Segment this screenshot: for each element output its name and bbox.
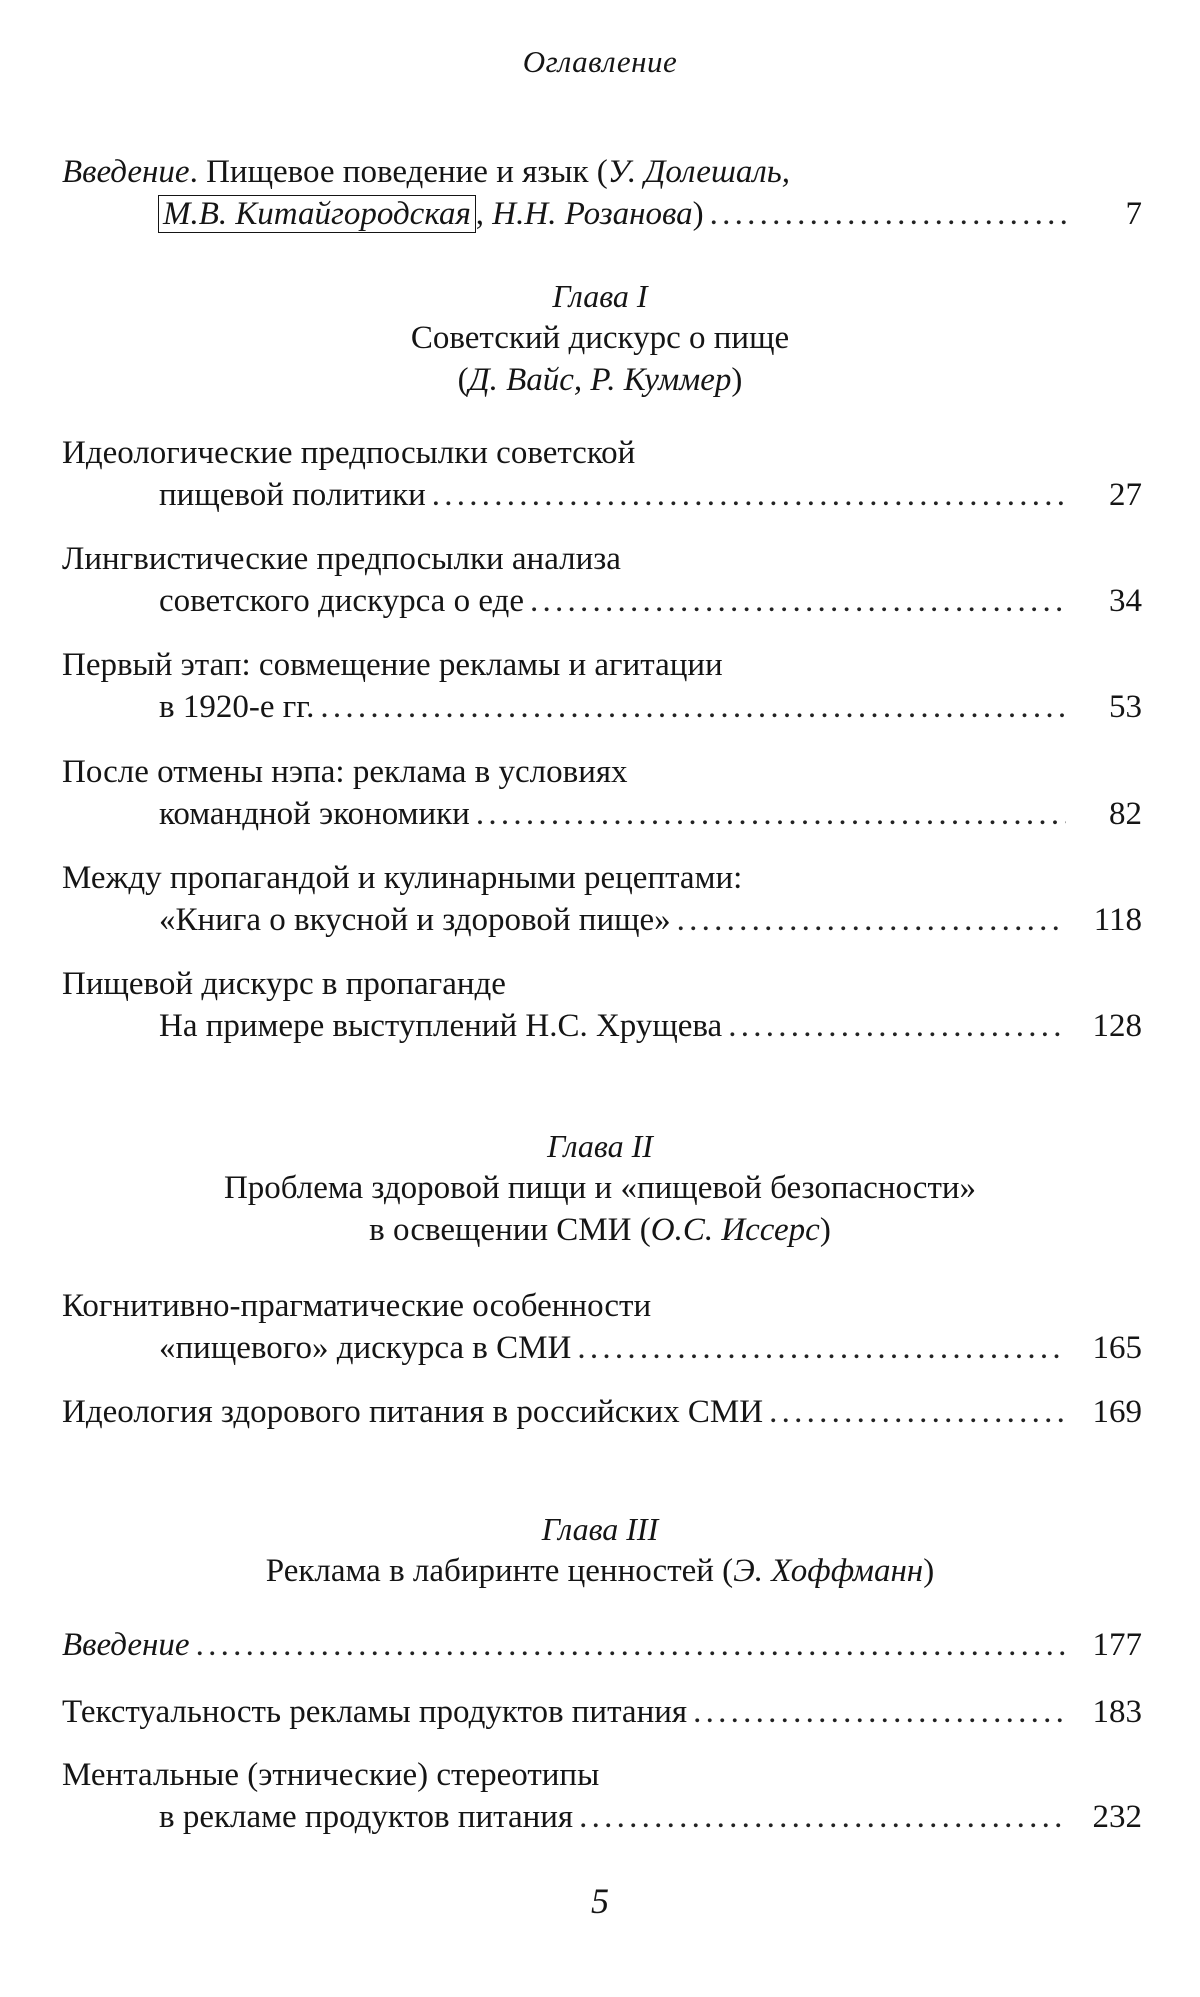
entry-title: После отмены нэпа: реклама в условиях <box>62 754 628 790</box>
toc-entry[interactable] <box>62 963 1142 1047</box>
toc-entry[interactable] <box>62 644 1142 728</box>
leader-dots <box>530 580 1066 622</box>
toc-entry[interactable] <box>62 1691 1142 1733</box>
toc-entry[interactable] <box>62 857 1142 941</box>
leader-dots <box>320 686 1066 728</box>
intro-author: У. Долешаль, <box>607 154 791 190</box>
chapter-authors: О.С. Иссерс <box>650 1212 820 1248</box>
entry-title: Лингвистические предпосылки анализа <box>62 541 621 577</box>
toc-entry[interactable] <box>62 1285 1142 1369</box>
entry-title: в рекламе продуктов питания <box>159 1799 574 1835</box>
page-ref: 53 <box>1109 689 1142 725</box>
toc-entry[interactable] <box>62 751 1142 835</box>
intro-label: Введение <box>62 154 190 190</box>
chapter-heading: Глава III Реклама в лабиринте ценностей (Э. Хоффманн) <box>0 1508 1200 1592</box>
chapter-heading: Глава II Проблема здоровой пищи и «пищевой безопасности» в освещении СМИ (О.С. Иссерс) <box>0 1125 1200 1251</box>
entry-title: Первый этап: совмещение рекламы и агитации <box>62 647 723 683</box>
entry-title: Идеология здорового питания в российских СМИ <box>62 1394 764 1430</box>
toc-entry[interactable] <box>62 1754 1142 1838</box>
chapter-number: Глава III <box>541 1511 659 1547</box>
toc-entry-intro[interactable]: Введение. Пищевое поведение и язык (У. Долешаль, М.В. Китайгородская , Н.Н. Розанова) . . . 7 <box>62 151 1142 235</box>
page-ref: 27 <box>1109 477 1142 513</box>
entry-title: Текстуальность рекламы продуктов питания <box>62 1694 688 1730</box>
intro-title: Пищевое поведение и язык ( <box>206 154 608 190</box>
page-ref: 169 <box>1092 1394 1142 1430</box>
toc-entry[interactable] <box>62 432 1142 516</box>
page-ref: 7 <box>1125 196 1142 232</box>
entry-title: Между пропагандой и кулинарными рецептами: <box>62 860 743 896</box>
entry-title: пищевой политики <box>159 477 426 513</box>
entry-title: Введение <box>62 1627 190 1663</box>
leader-dots <box>693 1691 1066 1733</box>
chapter-number: Глава I <box>552 278 648 314</box>
toc-entry[interactable] <box>62 1391 1142 1433</box>
entry-title: советского дискурса о еде <box>159 583 524 619</box>
entry-title: На примере выступлений Н.С. Хрущева <box>159 1008 723 1044</box>
page-ref: 232 <box>1092 1799 1142 1835</box>
chapter-title: в освещении СМИ ( <box>369 1212 651 1248</box>
leader-dots <box>579 1796 1066 1838</box>
leader-dots <box>710 193 1066 235</box>
entry-title: в 1920-е гг. <box>159 689 315 725</box>
toc-entry[interactable] <box>62 538 1142 622</box>
leader-dots <box>476 793 1066 835</box>
chapter-heading: Глава I Советский дискурс о пище (Д. Вайс, Р. Куммер) <box>0 275 1200 401</box>
entry-title: «Книга о вкусной и здоровой пище» <box>159 902 671 938</box>
entry-title: Идеологические предпосылки советской <box>62 435 636 471</box>
chapter-title: Советский дискурс о пище <box>410 320 790 356</box>
page-ref: 128 <box>1092 1008 1142 1044</box>
leader-dots <box>432 474 1066 516</box>
page-heading: Оглавление <box>522 44 678 79</box>
toc-entry[interactable] <box>62 1624 1142 1666</box>
page-ref: 165 <box>1092 1330 1142 1366</box>
entry-title: Ментальные (этнические) стереотипы <box>62 1757 600 1793</box>
intro-author: Н.Н. Розанова <box>492 196 693 232</box>
page-ref: 34 <box>1109 583 1142 619</box>
leader-dots <box>577 1327 1066 1369</box>
chapter-title: Проблема здоровой пищи и «пищевой безопасности» <box>223 1170 977 1206</box>
page-number: 5 <box>591 1881 609 1921</box>
entry-title: командной экономики <box>159 796 470 832</box>
leader-dots <box>677 899 1066 941</box>
page-ref: 177 <box>1092 1627 1142 1663</box>
chapter-number: Глава II <box>547 1128 653 1164</box>
entry-title: Когнитивно-прагматические особенности <box>62 1288 652 1324</box>
boxed-author: М.В. Китайгородская <box>158 195 476 233</box>
chapter-authors: Д. Вайс, Р. Куммер <box>468 362 732 398</box>
leader-dots <box>728 1005 1066 1047</box>
page-ref: 82 <box>1109 796 1142 832</box>
page-ref: 183 <box>1092 1694 1142 1730</box>
page-ref: 118 <box>1093 902 1142 938</box>
entry-title: Пищевой дискурс в пропаганде <box>62 966 506 1002</box>
leader-dots <box>196 1624 1066 1666</box>
chapter-authors: Э. Хоффманн <box>733 1553 924 1589</box>
entry-title: «пищевого» дискурса в СМИ <box>159 1330 572 1366</box>
leader-dots <box>769 1391 1066 1433</box>
chapter-title: Реклама в лабиринте ценностей ( <box>265 1553 734 1589</box>
